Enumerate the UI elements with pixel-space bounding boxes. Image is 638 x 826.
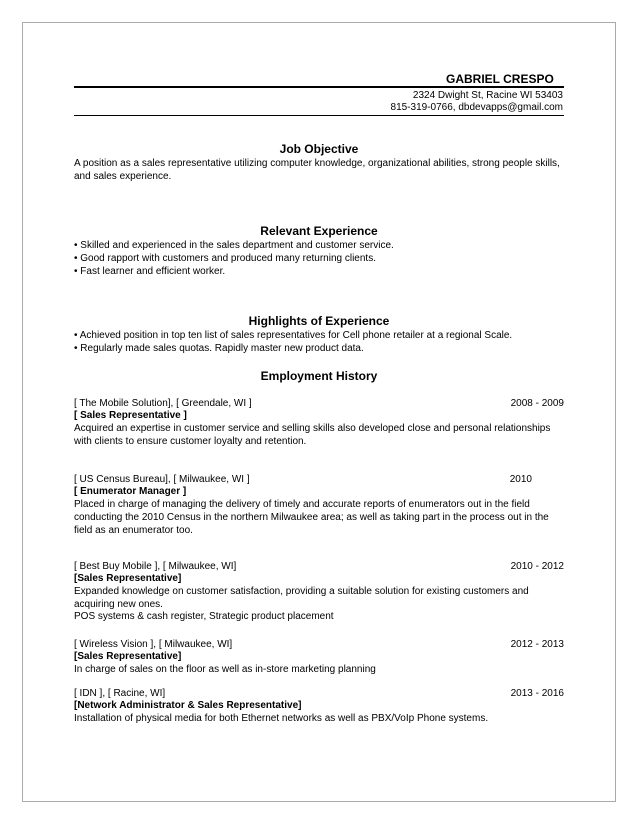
job-company: [ IDN ], [ Racine, WI]	[74, 688, 166, 699]
highlights-item: • Regularly made sales quotas. Rapidly master new product data.	[74, 343, 364, 354]
job-description: Placed in charge of managing the delivery of timely and accurate reports of enumerators out in the field conducting the 2010 Census in the northern Milwaukee area; as well as taking part in the process out in the field as an enumerator too.	[74, 499, 549, 536]
header-rule-thin	[74, 115, 564, 116]
job-title: [Network Administrator & Sales Representative]	[74, 700, 302, 711]
job-objective-heading: Job Objective	[279, 142, 359, 156]
candidate-contact: 815-319-0766, dbdevapps@gmail.com	[390, 102, 563, 113]
job-description: In charge of sales on the floor as well as in-store marketing planning	[74, 664, 376, 675]
job-title: [ Enumerator Manager ]	[74, 486, 187, 497]
job-description: Installation of physical media for both Ethernet networks as well as PBX/VoIp Phone systems.	[74, 713, 489, 724]
highlights-item: • Achieved position in top ten list of sales representatives for Cell phone retailer at a regional Scale.	[74, 330, 513, 341]
job-dates: 2013 - 2016	[510, 688, 564, 699]
job-title: [ Sales Representative ]	[74, 410, 187, 421]
job-description: Acquired an expertise in customer service and selling skills also developed close and personal relationships with clients to ensure customer loyalty and retention.	[74, 423, 551, 447]
job-title: [Sales Representative]	[74, 573, 182, 584]
job-dates: 2010 - 2012	[510, 561, 564, 572]
job-dates: 2012 - 2013	[510, 639, 564, 650]
relevant-experience-item: • Good rapport with customers and produced many returning clients.	[74, 253, 376, 264]
job-description: Expanded knowledge on customer satisfaction, providing a suitable solution for existing customers and acquiring new ones.	[74, 586, 529, 610]
job-dates: 2008 - 2009	[510, 398, 564, 409]
relevant-experience-item: • Fast learner and efficient worker.	[74, 266, 226, 277]
candidate-address: 2324 Dwight St, Racine WI 53403	[412, 90, 563, 101]
job-company: [ The Mobile Solution], [ Greendale, WI ]	[74, 398, 252, 409]
candidate-name: GABRIEL CRESPO	[446, 72, 554, 86]
job-company: [ Wireless Vision ], [ Milwaukee, WI]	[74, 639, 233, 650]
job-skills: POS systems & cash register, Strategic product placement	[74, 611, 334, 622]
job-title: [Sales Representative]	[74, 651, 182, 662]
employment-heading: Employment History	[260, 369, 378, 383]
job-dates: 2010	[509, 474, 532, 485]
relevant-experience-item: • Skilled and experienced in the sales department and customer service.	[74, 240, 394, 251]
highlights-heading: Highlights of Experience	[248, 314, 390, 328]
job-company: [ Best Buy Mobile ], [ Milwaukee, WI]	[74, 561, 237, 572]
header-rule-thick	[74, 86, 564, 88]
relevant-experience-heading: Relevant Experience	[260, 224, 378, 238]
job-objective-text: A position as a sales representative utilizing computer knowledge, organizational abilities, strong people skills, and sales experience.	[74, 158, 560, 182]
job-company: [ US Census Bureau], [ Milwaukee, WI ]	[74, 474, 250, 485]
